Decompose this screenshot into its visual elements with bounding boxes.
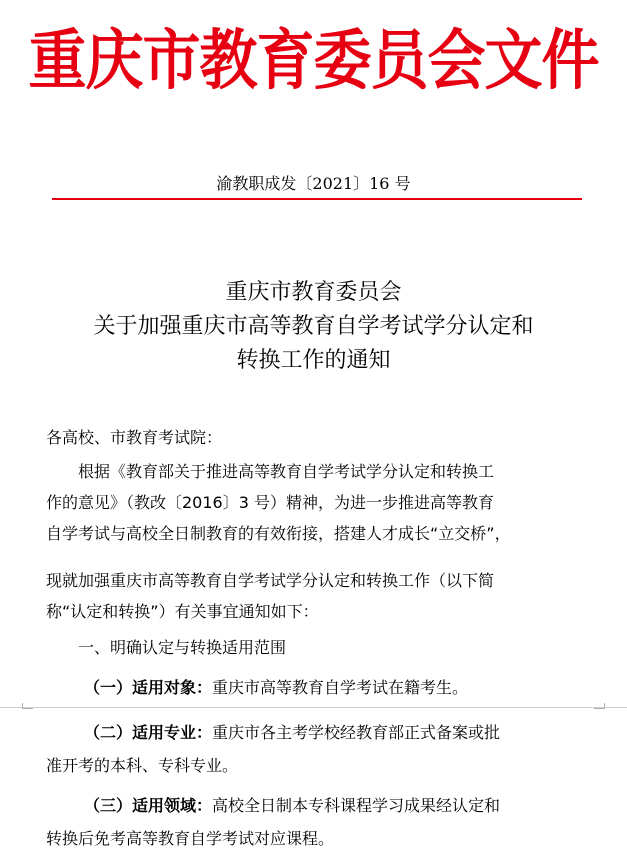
list-item xyxy=(46,672,591,703)
notice-title-line-3: 转换工作的通知 xyxy=(236,348,391,373)
document-number: 渝教职成发〔2021〕16 号 xyxy=(216,174,411,193)
header-divider xyxy=(52,198,582,200)
document-header-title: 重庆市教育委员会文件 xyxy=(28,21,599,99)
list-item xyxy=(46,717,591,748)
page-break-line xyxy=(0,707,627,708)
item-continuation: 准开考的本科、专科专业。 xyxy=(46,756,239,775)
intro-line: 根据《教育部关于推进高等教育自学考试学分认定和转换工 xyxy=(46,462,495,481)
addressee: 各高校、市教育考试院： xyxy=(46,428,223,447)
intro-line: 自学考试与高校全日制教育的有效衔接，搭建人才成长“立交桥”， xyxy=(46,524,511,543)
intro-line: 称“认定和转换”）有关事宜通知如下： xyxy=(46,602,319,621)
item-text: 重庆市高等教育自学考试在籍考生。 xyxy=(212,678,469,697)
page-corner-mark xyxy=(22,703,33,709)
item-label: （二）适用专业： xyxy=(84,723,213,742)
item-label: （三）适用领域： xyxy=(84,796,213,815)
section-heading: 一、明确认定与转换适用范围 xyxy=(46,638,287,657)
notice-title-line-1: 重庆市教育委员会 xyxy=(225,280,402,305)
item-text: 高校全日制本专科课程学习成果经认定和 xyxy=(212,796,501,815)
item-continuation: 转换后免考高等教育自学考试对应课程。 xyxy=(46,829,335,848)
page-corner-mark xyxy=(594,703,605,709)
list-item xyxy=(46,790,591,821)
item-label: （一）适用对象： xyxy=(84,678,213,697)
intro-line: 现就加强重庆市高等教育自学考试学分认定和转换工作（以下简 xyxy=(46,571,495,590)
notice-title-line-2: 关于加强重庆市高等教育自学考试学分认定和 xyxy=(93,314,534,339)
intro-line: 作的意见》（教改〔2016〕3 号）精神，为进一步推进高等教育 xyxy=(46,493,494,512)
item-text: 重庆市各主考学校经教育部正式备案或批 xyxy=(212,723,501,742)
